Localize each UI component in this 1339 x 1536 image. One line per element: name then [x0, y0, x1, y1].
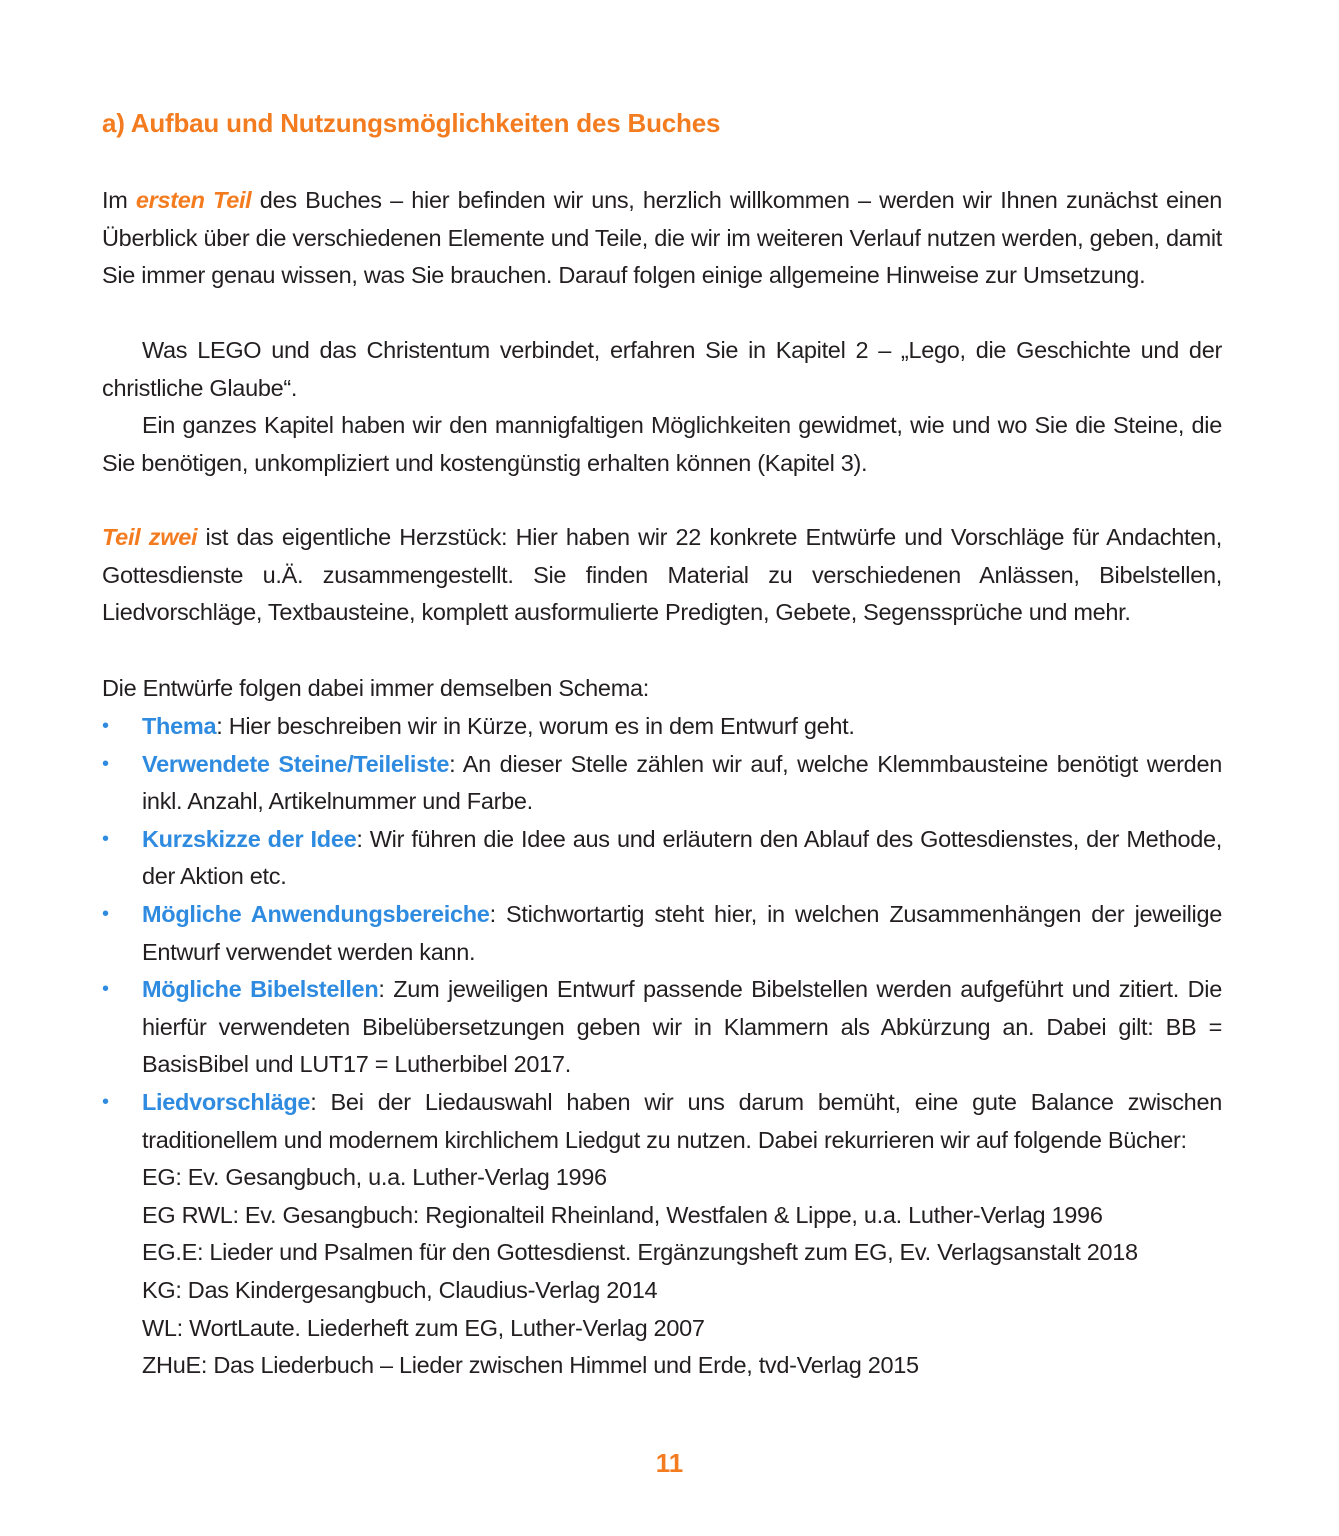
term: Mögliche Bibelstellen — [142, 976, 379, 1003]
bullet-icon: • — [102, 715, 109, 737]
description: : Stichwortartig steht hier, in welchen Zusammenhängen der jeweilige Entwurf verwendet werden kann. — [142, 900, 1222, 965]
term: Kurzskizze der Idee — [142, 825, 357, 852]
bullet-icon: • — [102, 1090, 109, 1113]
term: Verwendete Steine/Teileliste — [142, 750, 450, 777]
songbook-eg: EG: Ev. Gesangbuch, u.a. Luther-Verlag 1996 — [142, 1164, 607, 1191]
songbook-eg-rwl: EG RWL: Ev. Gesangbuch: Regionalteil Rheinland, Westfalen & Lippe, u.a. Luther-Verlag 1996 — [142, 1201, 1103, 1228]
schema-item-bibelstellen — [102, 971, 1222, 1084]
songbook-kg: KG: Das Kindergesangbuch, Claudius-Verlag 2014 — [142, 1276, 658, 1303]
bullet-icon: • — [102, 752, 109, 775]
description: : Hier beschreiben wir in Kürze, worum es in dem Entwurf geht. — [216, 713, 855, 739]
schema-item-liedvorschlaege — [102, 1084, 1222, 1385]
songbook-list — [142, 1159, 1222, 1385]
text: des Buches – hier befinden wir uns, herzlich willkommen – werden wir Ihnen zunächst einen Überblick über die verschiedenen Elemente und Teile, die wir im weiteren Verlauf nutzen werden, geben, damit Sie immer genau wissen, was Sie brauchen. Darauf folgen einige allgemeine Hinweise zur Umsetzung. — [102, 187, 1222, 289]
description: : An dieser Stelle zählen wir auf, welche Klemmbausteine benötigt werden inkl. Anzahl, Artikelnummer und Farbe. — [142, 750, 1222, 815]
term: Liedvorschläge — [142, 1088, 311, 1115]
bullet-icon: • — [102, 902, 109, 925]
description: : Zum jeweiligen Entwurf passende Bibelstellen werden aufgeführt und zitiert. Die hierfür verwendeten Bibelübersetzungen geben wir in Klammern als Abkürzung an. Dabei gilt: BB = BasisBibel und LUT17 = Lutherbibel 2017. — [142, 976, 1222, 1078]
schema-item-anwendungsbereiche — [102, 896, 1222, 971]
part-two-paragraph — [102, 519, 1222, 632]
intro-paragraph-3: Ein ganzes Kapitel haben wir den mannigfaltigen Möglichkeiten gewidmet, wie und wo Sie die Steine, die Sie benötigen, unkompliziert und kostengünstig erhalten können (Kapitel 3). — [102, 412, 1222, 476]
highlight-part-two: Teil zwei — [102, 524, 198, 550]
intro-paragraph-2: Was LEGO und das Christentum verbindet, erfahren Sie in Kapitel 2 – „Lego, die Geschichte und der christliche Glaube“. — [102, 337, 1222, 401]
schema-item-steine — [102, 746, 1222, 821]
text: ist das eigentliche Herzstück: Hier haben wir 22 konkrete Entwürfe und Vorschläge für Andachten, Gottesdienste u.Ä. zusammengestellt. Sie finden Material zu verschiedenen Anlässen, Bibelstellen, Liedvorschläge, Textbausteine, komplett ausformulierte Predigten, Gebete, Segenssprüche und mehr. — [102, 524, 1222, 626]
songbook-wl: WL: WortLaute. Liederheft zum EG, Luther-Verlag 2007 — [142, 1314, 705, 1341]
schema-item-thema — [102, 708, 1222, 746]
description: : Bei der Liedauswahl haben wir uns darum bemüht, eine gute Balance zwischen traditionellem und modernem kirchlichem Liedgut zu nutzen. Dabei rekurrieren wir auf folgende Bücher: — [142, 1088, 1222, 1153]
term: Thema — [142, 713, 217, 739]
songbook-eg-e: EG.E: Lieder und Psalmen für den Gottesdienst. Ergänzungsheft zum EG, Ev. Verlagsanstalt 2018 — [142, 1239, 1138, 1266]
schema-list — [102, 708, 1222, 1385]
text: Im — [102, 187, 136, 213]
schema-item-kurzskizze — [102, 821, 1222, 896]
description: : Wir führen die Idee aus und erläutern den Ablauf des Gottesdienstes, der Methode, der Aktion etc. — [142, 825, 1222, 890]
section-heading: a) Aufbau und Nutzungsmöglichkeiten des Buches — [102, 108, 721, 138]
highlight-first-part: ersten Teil — [135, 187, 252, 213]
page-number: 11 — [655, 1448, 684, 1478]
songbook-zhue: ZHuE: Das Liederbuch – Lieder zwischen Himmel und Erde, tvd-Verlag 2015 — [142, 1352, 919, 1379]
intro-paragraph-1 — [102, 182, 1222, 295]
term: Mögliche Anwendungsbereiche — [142, 900, 490, 927]
bullet-icon: • — [102, 827, 109, 850]
bullet-icon: • — [102, 978, 109, 1001]
schema-intro: Die Entwürfe folgen dabei immer demselben Schema: — [102, 675, 649, 701]
